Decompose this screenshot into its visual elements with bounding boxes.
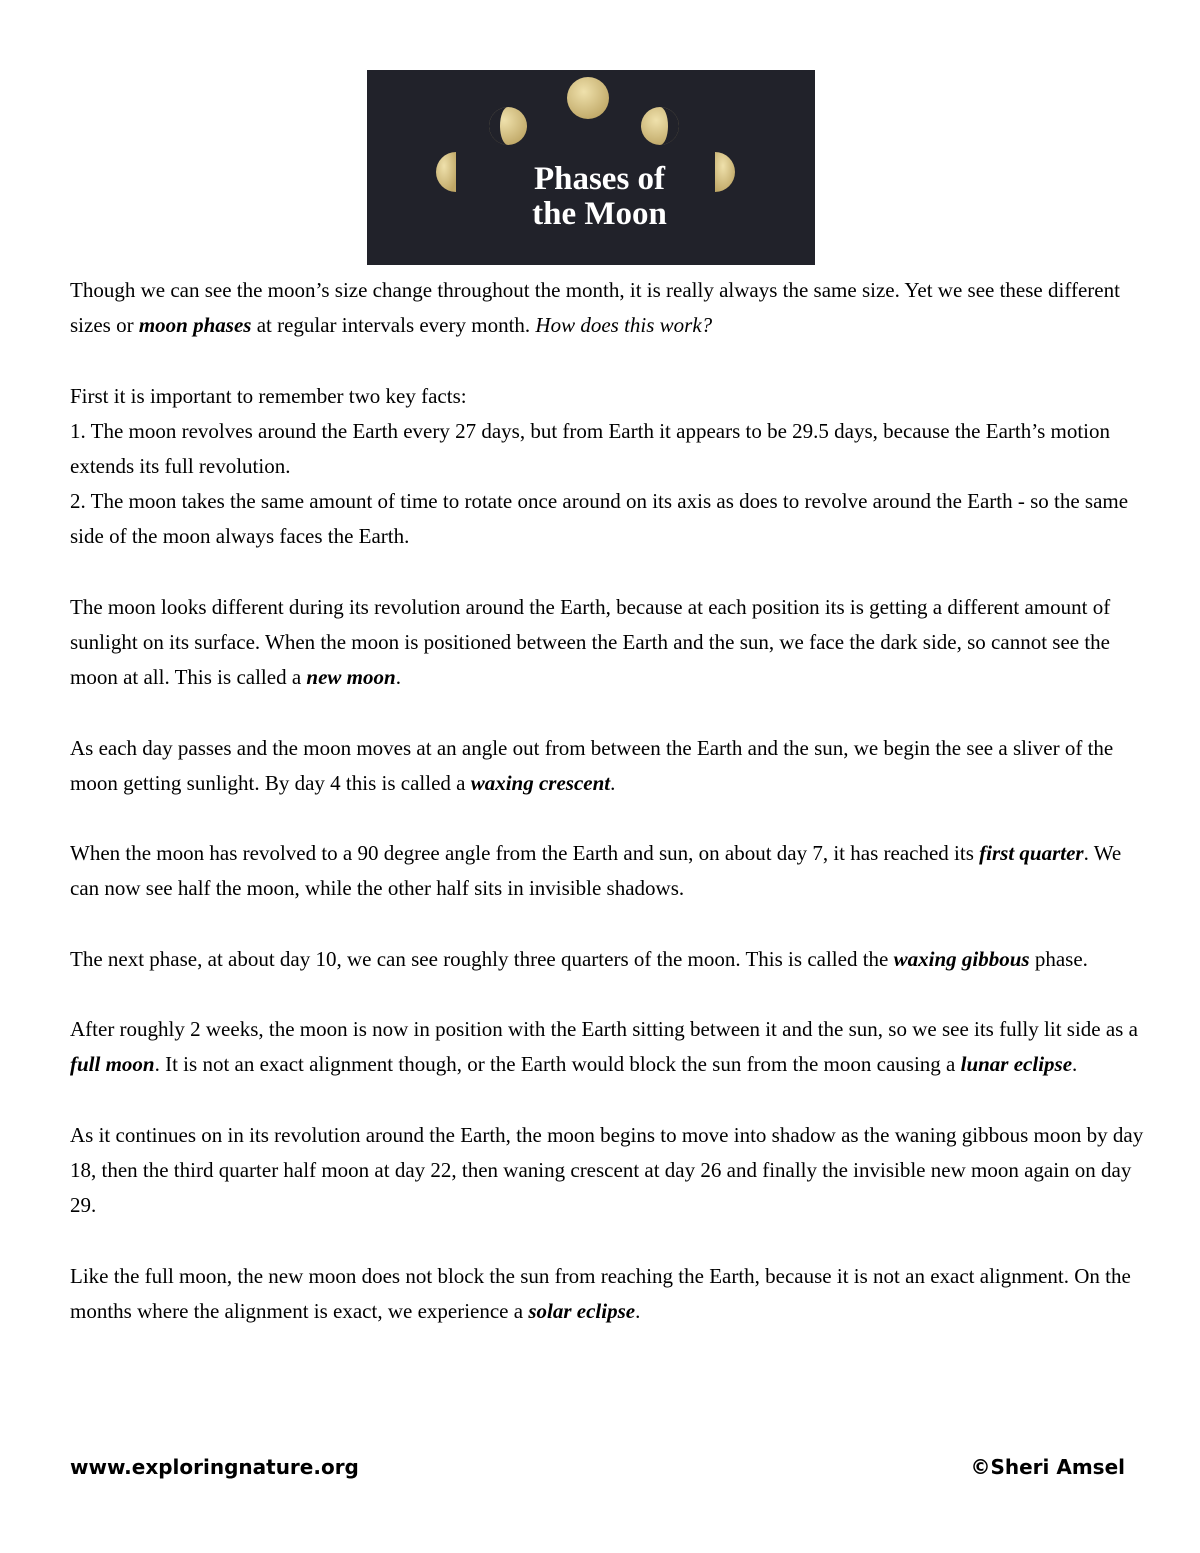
- copyright-notice: ©Sheri Amsel: [970, 1455, 1125, 1479]
- first-quarter-icon: [436, 152, 456, 192]
- banner-title-line1: Phases of: [533, 161, 666, 197]
- term-full-moon: full moon: [70, 1052, 155, 1077]
- intro-question: How does this work?: [535, 313, 713, 338]
- term-lunar-eclipse: lunar eclipse: [960, 1052, 1073, 1077]
- third-quarter-icon: [715, 152, 735, 192]
- phases-banner: [367, 70, 815, 265]
- new-moon-paragraph: The moon looks different during its revolution around the Earth, because at each position its is getting a different amount of sunlight on its surface. When the moon is positioned between the Earth and the sun, we face the dark side, so cannot see the moon at all. This is called a new moon.: [70, 594, 1111, 690]
- term-waxing-gibbous: waxing gibbous: [893, 946, 1030, 971]
- facts-heading: First it is important to remember two key facts:: [70, 383, 467, 408]
- intro-paragraph: Though we can see the moon’s size change throughout the month, it is really always the same size. Yet we see these different sizes or moon phases at regular intervals every month. How does this work?: [70, 278, 1120, 338]
- term-new-moon: new moon: [306, 665, 396, 690]
- waning-paragraph: As it continues on in its revolution around the Earth, the moon begins to move into shadow as the waning gibbous moon by day 18, then the third quarter half moon at day 22, then waning crescent at day 26 and finally the invisible new moon again on day 29.: [70, 1122, 1144, 1218]
- fact-2: 2. The moon takes the same amount of time to rotate once around on its axis as does to revolve around the Earth - so the same side of the moon always faces the Earth.: [70, 489, 1129, 549]
- term-first-quarter: first quarter: [979, 841, 1084, 866]
- fact-1: 1. The moon revolves around the Earth every 27 days, but from Earth it appears to be 29.5 days, because the Earth’s motion extends its full revolution.: [70, 418, 1110, 478]
- first-quarter-paragraph: When the moon has revolved to a 90 degree angle from the Earth and sun, on about day 7, it has reached its first quarter. We can now see half the moon, while the other half sits in invisible shadows.: [70, 841, 1122, 901]
- full-moon-icon: [567, 77, 609, 119]
- term-waxing-crescent: waxing crescent: [470, 770, 611, 795]
- banner-title: [497, 162, 702, 232]
- term-solar-eclipse: solar eclipse: [528, 1298, 636, 1323]
- solar-eclipse-paragraph: Like the full moon, the new moon does not block the sun from reaching the Earth, because it is not an exact alignment. On the months where the alignment is exact, we experience a solar eclipse.: [70, 1263, 1131, 1323]
- full-moon-paragraph: After roughly 2 weeks, the moon is now in position with the Earth sitting between it and the sun, so we see its fully lit side as a full moon. It is not an exact alignment though, or the Earth would block the sun from the moon causing a lunar eclipse.: [70, 1017, 1138, 1077]
- waxing-crescent-paragraph: As each day passes and the moon moves at an angle out from between the Earth and the sun, we begin the see a sliver of the moon getting sunlight. By day 4 this is called a waxing crescent.: [70, 735, 1114, 795]
- waning-crescent-icon: [739, 210, 783, 251]
- website-link[interactable]: www.exploringnature.org: [70, 1455, 359, 1479]
- term-moon-phases: moon phases: [138, 313, 252, 338]
- waxing-crescent-icon: [399, 210, 445, 252]
- waxing-gibbous-paragraph: The next phase, at about day 10, we can see roughly three quarters of the moon. This is called the waxing gibbous phase.: [70, 946, 1088, 971]
- banner-title-line2: the Moon: [532, 196, 667, 232]
- article-body: [70, 273, 1145, 1364]
